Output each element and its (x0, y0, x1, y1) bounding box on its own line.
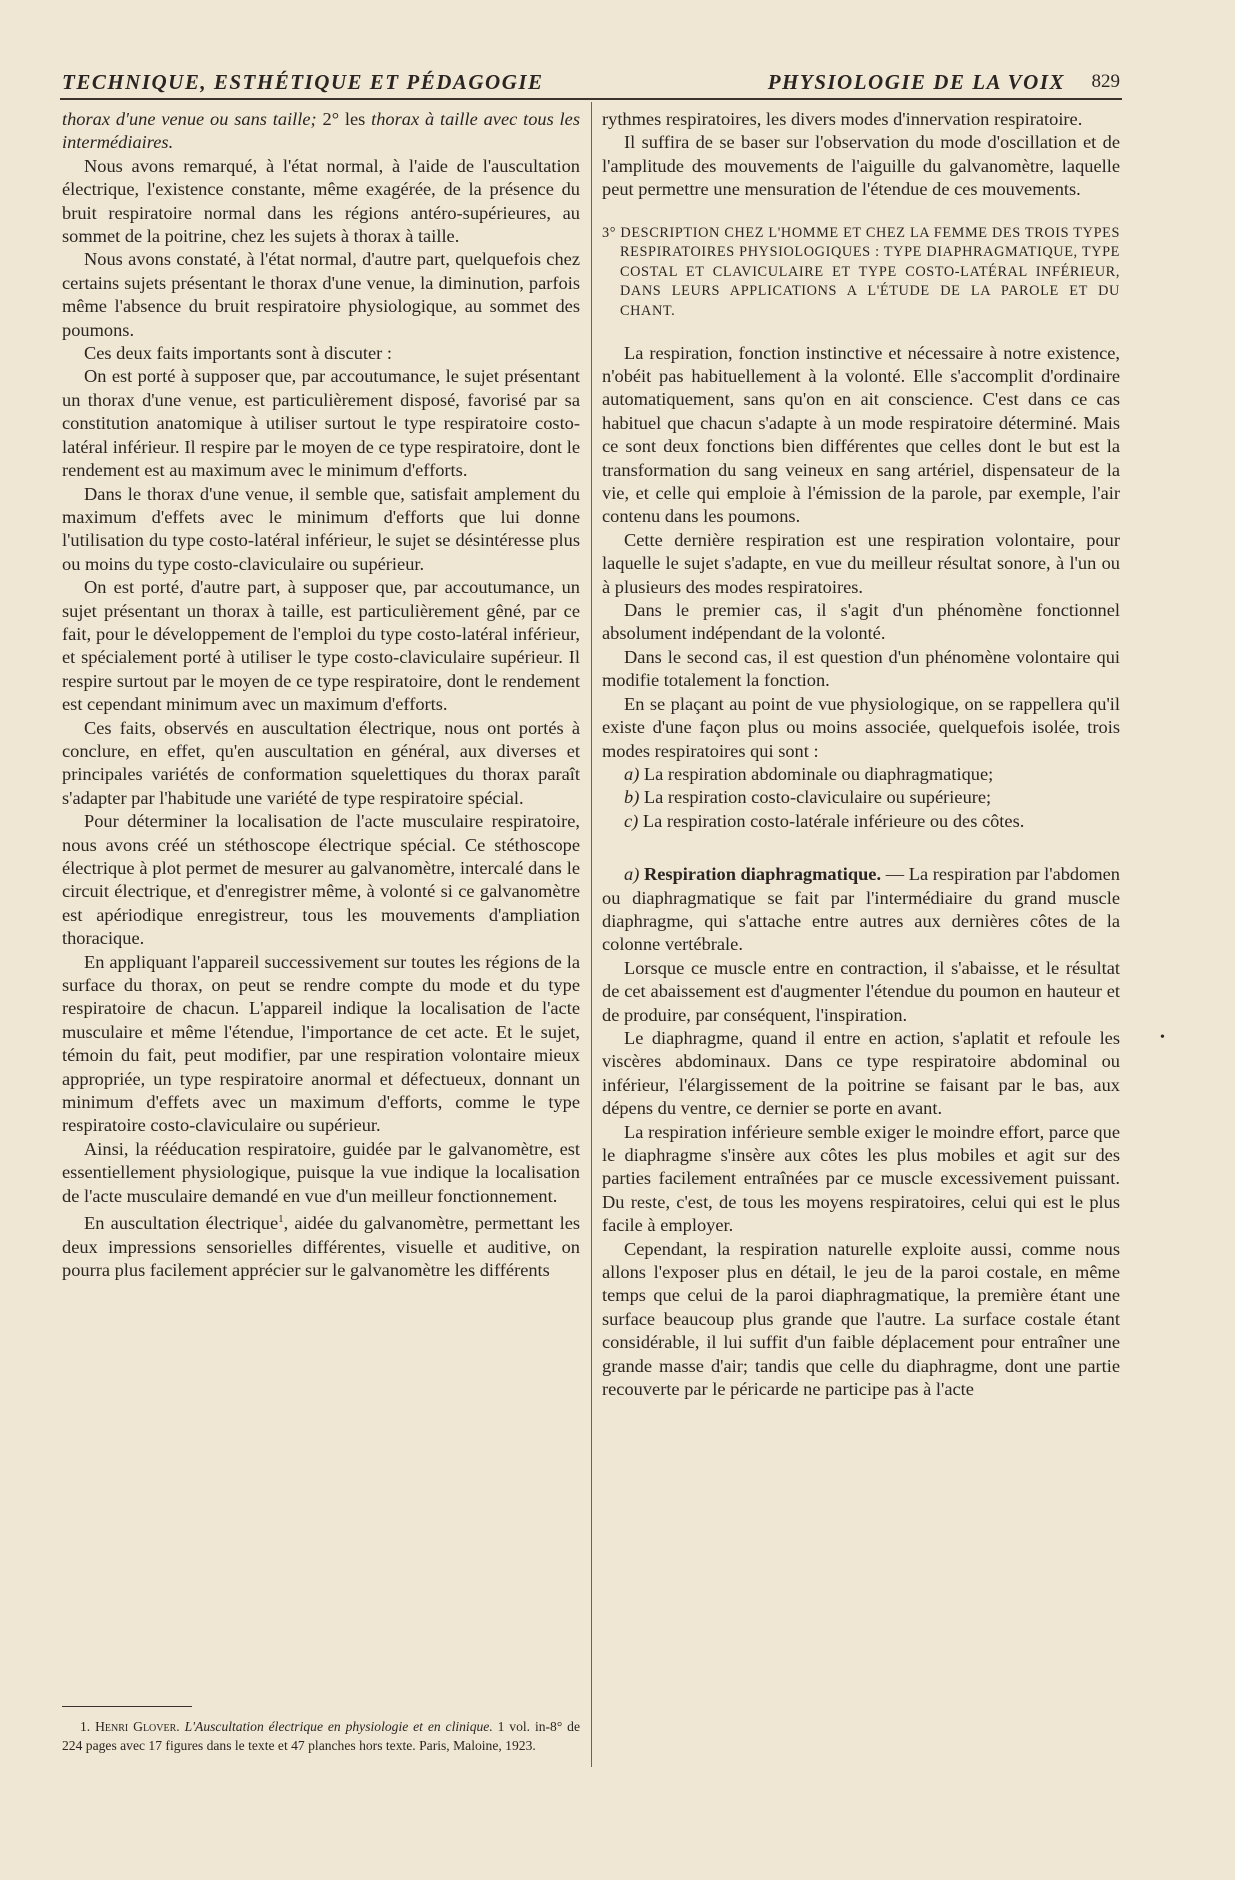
paragraph (62, 1208, 580, 1282)
right-column (602, 108, 1120, 1401)
footnote-number: 1. (80, 1719, 91, 1734)
section-heading: 3° DESCRIPTION CHEZ L'HOMME ET CHEZ LA FEMME DES TROIS TYPES RESPIRATOIRES PHYSIOLOGIQUES : TYPE DIAPHRAGMATIQUE, TYPE COSTAL ET CLAVICULAIRE ET TYPE COSTO-LATÉRAL INFÉRIEUR, DANS LEURS APPLICATIONS A L'ÉTUDE DE LA PAROLE ET DU CHANT. (602, 224, 1120, 319)
paragraph: Cependant, la respiration naturelle exploite aussi, comme nous allons l'exposer plus en détail, le jeu de la paroi costale, en même temps que celui de la paroi diaphragmatique, la première étant une surface beaucoup plus grande que l'autre. La surface costale étant considérable, il lui suffit d'un faible déplacement pour entraîner une grande masse d'air; tandis que celle du diaphragme, dont une partie recouverte par le péricarde ne participe pas à l'acte (602, 1238, 1120, 1400)
paragraph: La respiration, fonction instinctive et nécessaire à notre existence, n'obéit pas habituellement à la volonté. Elle s'accomplit d'ordinaire automatiquement, sans qu'on en ait conscience. C'est dans ce cas habituel que chacun s'adapte à un mode respiratoire déterminé. Mais ce sont deux fonctions bien différentes que celles dont le but est la transformation du sang veineux en sang artériel, dispensateur de la vie, et celle qui emploie à l'émission de la parole, par exemple, l'air contenu dans les poumons. (602, 342, 1120, 527)
footnote-ref: 1 (278, 1213, 284, 1226)
paragraph: On est porté à supposer que, par accoutumance, le sujet présentant un thorax d'une venue, est particulièrement disposé, favorisé par sa constitution anatomique à utiliser surtout le type respiratoire costo-latéral inférieur. Il respire par le moyen de ce type respiratoire, dont le rendement est au maximum avec le minimum d'efforts. (62, 366, 580, 481)
paragraph: Nous avons constaté, à l'état normal, d'autre part, quelquefois chez certains sujets présentant le thorax d'une venue, la diminution, parfois même l'absence du bruit respiratoire physiologique, au sommet des poumons. (62, 249, 580, 340)
paragraph: Le diaphragme, quand il entre en action, s'aplatit et refoule les viscères abdominaux. Dans ce type respiratoire abdominal ou inférieur, l'élargissement de la poitrine se faisant par le bas, aux dépens du ventre, ce dernier se porte en avant. (602, 1027, 1120, 1119)
paragraph: Dans le second cas, il est question d'un phénomène volontaire qui modifie totalement la fonction. (602, 646, 1120, 691)
paragraph: Cette dernière respiration est une respiration volontaire, pour laquelle le sujet s'adapte, en vue du meilleur résultat sonore, à l'un ou à plusieurs des modes respiratoires. (602, 529, 1120, 597)
section-letter: a) (624, 864, 640, 885)
paragraph: Dans le premier cas, il s'agit d'un phénomène fonctionnel absolument indépendant de la volonté. (602, 600, 1120, 644)
list-text: La respiration costo-latérale inférieure ou des côtes. (638, 810, 1025, 831)
list-letter: b) (624, 787, 640, 808)
text-span: 2° les (316, 109, 372, 129)
footnote-details: 1 vol. in-8° de 224 pages avec 17 figures dans le texte et 47 planches hors texte. Paris, Maloine, 1923. (62, 1719, 580, 1753)
paragraph: Dans le thorax d'une venue, il semble que, satisfait amplement du maximum d'effets avec le minimum d'efforts que lui donne l'utilisation du type costo-latéral inférieur, le sujet se désintéresse plus ou moins du type costo-claviculaire ou supérieur. (62, 483, 580, 574)
italic-text: thorax d'une venue ou sans taille; (62, 109, 317, 129)
paragraph: Il suffira de se baser sur l'observation du mode d'oscillation et de l'amplitude des mouvements de l'aiguille du galvanomètre, laquelle peut permettre une mensuration de l'étendue de ces mouvements. (602, 132, 1120, 200)
section-title: Respiration diaphragmatique. (639, 864, 882, 885)
paragraph: Pour déterminer la localisation de l'acte musculaire respiratoire, nous avons créé un stéthoscope électrique spécial. Ce stéthoscope électrique à plot permet de mesurer au galvanomètre, intercalé dans le circuit électrique, et d'enregistrer même, à volonté si ce galvanomètre est apériodique enregistreur, tous les mouvements d'ampliation thoracique. (62, 811, 580, 949)
paragraph: Ces deux faits importants sont à discuter : (84, 343, 392, 364)
footnote-author: Henri Glover. (95, 1719, 180, 1734)
list-item (602, 810, 1120, 833)
running-header (62, 66, 1120, 98)
paragraph: Ainsi, la rééducation respiratoire, guidée par le galvanomètre, est essentiellement physiologique, puisque la vue indique la localisation de l'acte musculaire demandé en vue d'un meilleur fonctionnement. (62, 1138, 580, 1206)
header-left-title: TECHNIQUE, ESTHÉTIQUE ET PÉDAGOGIE (62, 70, 544, 94)
list-item (602, 786, 1120, 809)
footnote-rule (62, 1706, 192, 1707)
paragraph: La respiration inférieure semble exiger le moindre effort, parce que le diaphragme s'insère aux côtes les plus mobiles et agit sur des parties facilement entraînées par ce muscle excessivement puissant. Du reste, c'est, de tous les moyens respiratoires, celui qui est le plus facile à employer. (602, 1121, 1120, 1236)
list-letter: a) (624, 763, 640, 784)
paragraph: Ces faits, observés en auscultation électrique, nous ont portés à conclure, en effet, qu'en auscultation en général, aux diverses et principales variétés de conformation squelettiques du thorax paraît s'adapter par l'habitude une variété de type respiratoire spécial. (62, 717, 580, 808)
paragraph: En se plaçant au point de vue physiologique, on se rappellera qu'il existe d'une façon plus ou moins associée, quelquefois isolée, trois modes respiratoires qui sont : (602, 693, 1120, 761)
list-letter: c) (624, 810, 639, 831)
left-column (62, 108, 580, 1282)
paragraph: Lorsque ce muscle entre en contraction, il s'abaisse, et le résultat de cet abaissement est d'augmenter l'étendue du poumon en hauteur et de produire, par conséquent, l'inspiration. (602, 957, 1120, 1025)
header-right-title: PHYSIOLOGIE DE LA VOIX (767, 70, 1065, 94)
paragraph: rythmes respiratoires, les divers modes d'innervation respiratoire. (602, 109, 1083, 129)
list-item (602, 763, 1120, 786)
paragraph: En appliquant l'appareil successivement sur toutes les régions de la surface du thorax, on peut se rendre compte du mode et du type respiratoire de chacun. L'appareil indique la localisation de l'acte musculaire et même l'étendue, l'importance de cet acte. Et le sujet, témoin du fait, peut modifier, par une respiration volontaire mieux appropriée, un type respiratoire anormal et défectueux, donnant un minimum d'effets avec un maximum d'efforts, comme le type respiratoire costo-claviculaire ou supérieur. (62, 951, 580, 1136)
italic-text: thorax à taille avec tous les intermédiaires. (62, 109, 580, 153)
list-text: La respiration abdominale ou diaphragmatique; (639, 763, 994, 784)
text-span: — La respiration par l'abdomen ou diaphragmatique se fait par l'intermédiaire du grand muscle diaphragme, qui s'attache entre autres aux dernières côtes de la colonne vertébrale. (602, 864, 1120, 955)
footnote-title: L'Auscultation électrique en physiologie et en clinique. (184, 1719, 493, 1734)
page-number: 829 (1091, 71, 1120, 92)
text-span: , aidée du galvanomètre, permettant les deux impressions sensorielles différentes, visuelle et auditive, on pourra plus facilement apprécier sur le galvanomètre les différents (62, 1213, 581, 1281)
paragraph (62, 108, 580, 155)
column-divider (591, 102, 592, 1767)
text-span: En auscultation électrique (84, 1213, 279, 1234)
margin-mark: • (1160, 1030, 1165, 1045)
footnote (62, 1718, 580, 1755)
paragraph (602, 863, 1120, 957)
header-rule (60, 98, 1122, 100)
list-text: La respiration costo-claviculaire ou supérieure; (639, 787, 992, 808)
paragraph: Nous avons remarqué, à l'état normal, à l'aide de l'auscultation électrique, l'existence constante, même exagérée, de la présence du bruit respiratoire normal dans les régions antéro-supérieures, au sommet de la poitrine, chez les sujets à thorax à taille. (62, 155, 580, 247)
paragraph: On est porté, d'autre part, à supposer que, par accoutumance, un sujet présentant un thorax à taille, est particulièrement gêné, par ce fait, pour le développement de l'emploi du type costo-latéral inférieur, et spécialement porté à utiliser le type costo-claviculaire supérieur. Il respire surtout par le moyen de ce type respiratoire, dont le rendement est cependant minimum avec un maximum d'efforts. (62, 577, 580, 715)
